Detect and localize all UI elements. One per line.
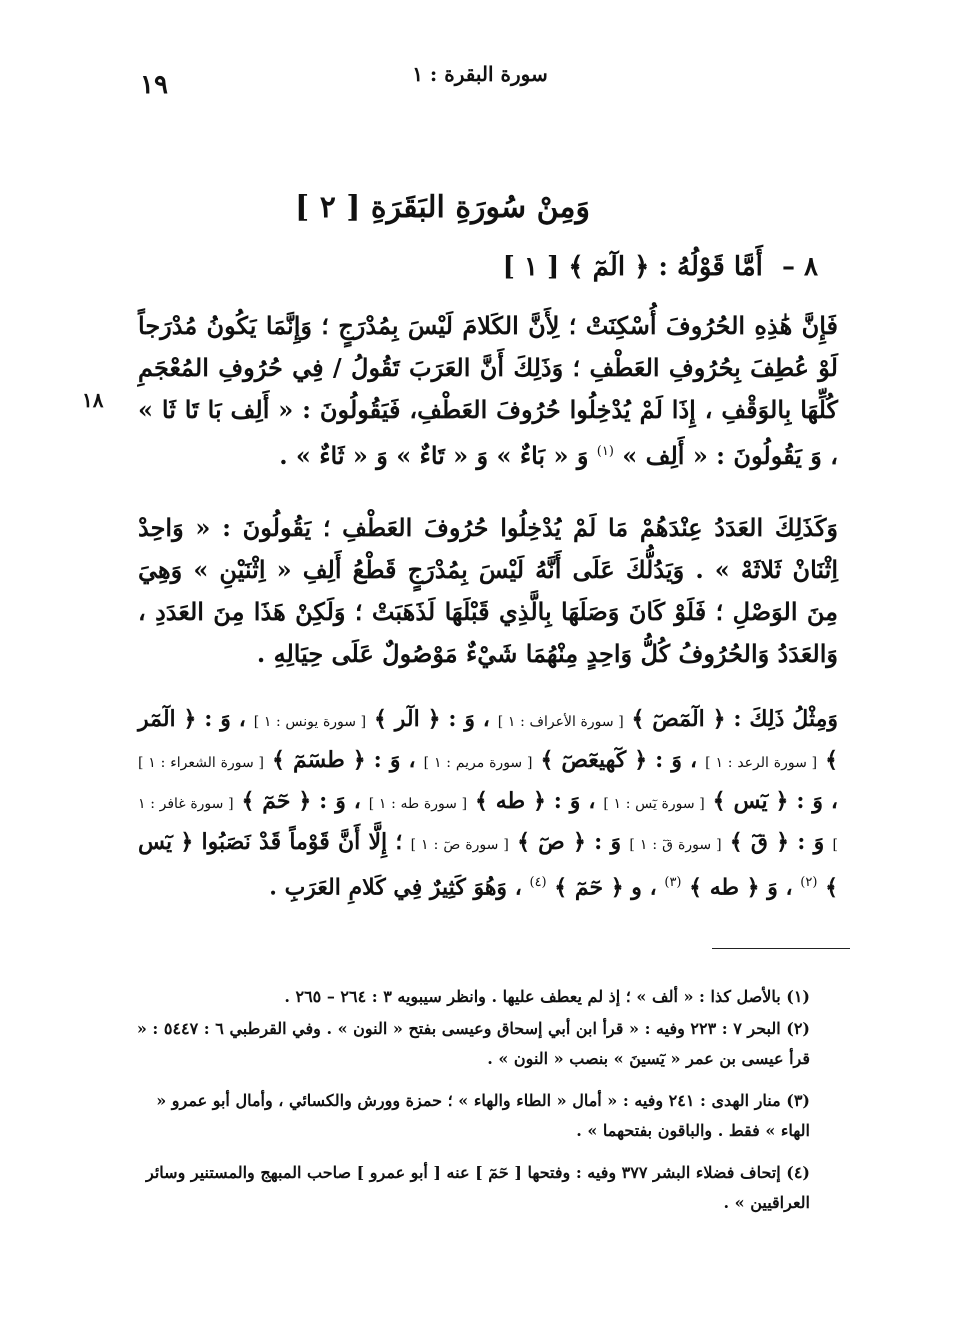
paragraph-1 xyxy=(138,305,838,477)
footnote-2: (٢) البحر ٧ : ٢٢٣ وفيه : « قرأ ابن أبي إسحاق وعيسى بفتح « النون » . وفي القرطبي ٦ : ٥٤٤٧ : « قرأ عيسى بن عمر « يٓسينَ » بنصب « النون » . xyxy=(136,1019,810,1068)
p3-seg-14: ، وَهُوَ كَثِيرٌ فِي كَلامِ العَرَبِ . xyxy=(269,874,522,901)
footnote-separator xyxy=(712,948,850,949)
p3-seg-4: ، وَ : ﴿ كٓهيعٓصٓ ﴾ xyxy=(540,747,698,773)
paragraph-1-tail: وَ « بَاءٌ » وَ « تَاءٌ » وَ « ثَاءٌ » . xyxy=(279,441,589,470)
surah-ref-3: [ سورة الرعد : ١ ] xyxy=(705,755,818,771)
surah-ref-10: [ سورة صٓ : ١ ] xyxy=(410,837,509,853)
p3-seg-6: ، وَ : ﴿ يٓس ﴾ xyxy=(712,788,838,814)
p3-seg-1: وَمِثْلُ ذَلِكَ : ﴿ الٓمٓصٓ ﴾ xyxy=(631,706,838,732)
surah-heading: وَمِنْ سُورَةِ البَقَرَةِ [ ٢ ] xyxy=(295,190,590,225)
section-text: أَمَّا قَوْلُهُ : ﴿ الٓمٓ ﴾ [ ١ ] xyxy=(502,252,763,282)
footnote-mark-2: (٢) xyxy=(800,875,818,890)
p3-seg-13: ، و ﴿ حٓمٓ ﴾ xyxy=(554,874,657,901)
surah-ref-9: [ سورة قٓ : ١ ] xyxy=(629,837,722,853)
p3-seg-5: ، وَ : ﴿ طسٓمٓ ﴾ xyxy=(272,747,416,773)
p3-seg-10: وَ : ﴿ صٓ ﴾ xyxy=(517,829,622,855)
surah-ref-1: [ سورة الأعراف : ١ ] xyxy=(497,714,624,730)
surah-ref-4: [ سورة مريم : ١ ] xyxy=(423,755,533,771)
footnote-mark-4: (٤) xyxy=(529,875,547,890)
p3-seg-3: ، وَ : ﴿ الٓمٓر ﴾ xyxy=(138,706,839,773)
running-title: سورة البقرة : ١ xyxy=(412,62,548,86)
surah-ref-5: [ سورة الشعراء : ١ ] xyxy=(138,755,264,771)
p3-seg-12: ، وَ ﴿ طه ﴾ xyxy=(689,874,793,901)
p3-seg-11: ؛ إِلَّا أَنَّ قَوْماً قَدْ نَصَبُوا ﴿ يٓس ﴾ xyxy=(138,829,838,901)
surah-ref-7: [ سورة طه : ١ ] xyxy=(368,796,468,812)
surah-ref-8: [ سورة غافر : ١ ] xyxy=(138,796,838,853)
page-number: ١٩ xyxy=(140,70,168,100)
footnote-mark-3: (٣) xyxy=(664,875,682,890)
paragraph-1-text: فَإِنَّ هَٰذِهِ الحُرُوفَ أُسْكِنَتْ ؛ لِأَنَّ الكَلامَ لَيْسَ بِمُدْرَجٍ ؛ وَإِنَّمَا يَكُونُ مُدْرَجاً لَوْ عُطِفَ بِحُرُوفِ العَطْفِ ؛ وَذَلِكَ أَنَّ العَرَبَ تَقُولُ / فِي حُرُوفِ المُعْجَمِ كُلِّهَا بِالوَقْفِ ، إِذَا لَمْ يُدْخِلُوا حُرُوفَ العَطْفِ، فَيَقُولُونَ : « أَلِف بَا تَا ثَا » ، وَ يَقُولُونَ : « أَلِف » xyxy=(138,311,838,470)
p3-seg-2: ، وَ : ﴿ الٓر ﴾ xyxy=(374,706,490,732)
surah-ref-2: [ سورة يونس : ١ ] xyxy=(253,714,367,730)
section-number: ٨ – xyxy=(781,252,818,282)
footnote-mark-1: (١) xyxy=(596,444,614,459)
paragraph-3 xyxy=(138,700,838,906)
footnote-3: (٣) منار الهدى : ٢٤١ وفيه : « أمال « الطاء والهاء » ؛ حمزة وورش والكسائي ، وأمال أبو عمرو « الهاء » فقط . والباقون بفتحهما » . xyxy=(156,1091,810,1140)
p3-seg-8: ، وَ : ﴿ حٓمٓ ﴾ xyxy=(241,788,361,814)
paragraph-2: وَكَذَلِكَ العَدَدُ عِنْدَهُمْ مَا لَمْ يُدْخِلُوا حُرُوفَ العَطْفِ ؛ يَقُولُونَ : « وَاحِدْ اِثْنَانْ ثَلاثَهْ » . وَيَدُلُّكَ عَلَى أَنَّهُ لَيْسَ بِمُدْرَجٍ قَطْعُ أَلِفِ « اِثْنَيْنِ » وَهِيَ مِنَ الوَصْلِ ؛ فَلَوْ كَانَ وَصَلَهَا بِالَّذِي قَبْلَهَا لَذَهَبَتْ ؛ وَلَكِنْ هَذَا مِنَ العَدَدِ ، وَالعَدَدُ وَالحُرُوفُ كُلُّ وَاحِدٍ مِنْهُمَا شَيْءٌ مَوْصُولٌ عَلَى حِيَالِهِ . xyxy=(138,513,838,668)
section-heading xyxy=(398,252,818,282)
p3-seg-7: ، وَ : ﴿ طه ﴾ xyxy=(474,788,596,814)
surah-ref-6: [ سورة يٓس : ١ ] xyxy=(603,796,705,812)
margin-folio-number: ١٨ xyxy=(82,388,104,412)
p3-seg-9: وَ : ﴿ قٓ ﴾ xyxy=(729,829,825,855)
footnote-1: (١) بالأصل كذا : « ألف » ؛ إذ لم يعطف عليها . وانظر سيبويه ٣ : ٢٦٤ – ٢٦٥ . xyxy=(284,987,810,1006)
footnote-4: (٤) إتحاف فضلاء البشر ٣٧٧ وفيه : وفتحها [ حٓمٓ ] عنه [ أبو عمرو ] صاحب المبهج والمستنير وسائر العراقيين » . xyxy=(146,1163,810,1212)
